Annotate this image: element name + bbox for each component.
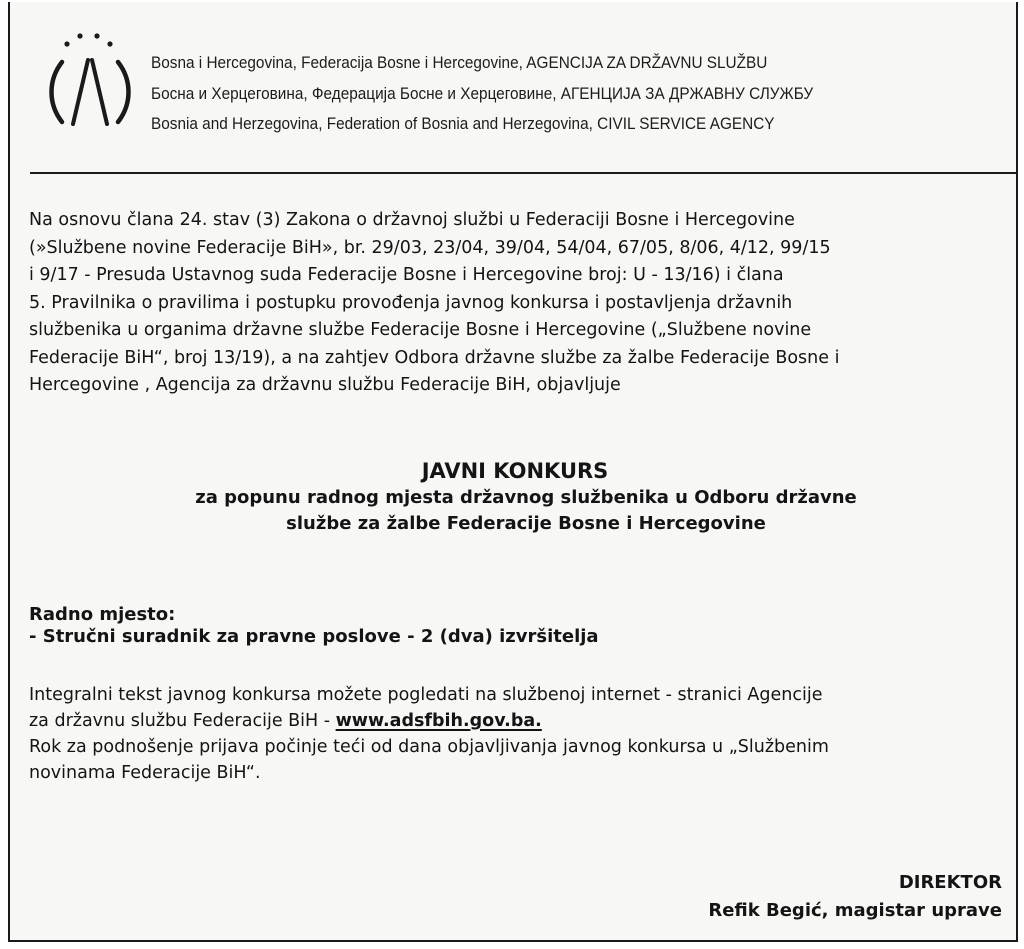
info-paragraph (29, 682, 1019, 786)
notice-subtitle: za popunu radnog mjesta državnog službenika u Odboru državne službe za žalbe Federacije Bosne i Hercegovine (195, 487, 857, 534)
header-line-english: Bosnia and Herzegovina, Federation of Bosnia and Herzegovina, CIVIL SERVICE AGENCY (151, 115, 775, 133)
position-item: - Stručni suradnik za pravne poslove - 2 (dva) izvršitelja (29, 626, 599, 647)
signature-name: Refik Begić, magistar uprave (708, 900, 1002, 921)
intro-paragraph: Na osnovu člana 24. stav (3) Zakona o državnoj službi u Federaciji Bosne i Hercegovine (»Službene novine Federacije BiH», br. 29/03, 23/04, 39/04, 54/04, 67/05, 8/06, 4/12, 99/15 i 9/17 - Presuda Ustavnog suda Federacije Bosne i Hercegovine broj: U - 13/16) i člana 5. Pravilnika o pravilima i postupku provođenja javnog konkursa i postavljenja državnih službenika u organima državne službe Federacije Bosne i Hercegovine („Službene novine Federacije BiH“, broj 13/19), a na zahtjev Odbora državne službe za žalbe Federacije Bosne i Hercegovine , Agencija za državnu službu Federacije BiH, objavljuje (29, 210, 840, 395)
info-line-2 (29, 708, 1019, 734)
info-line-2-prefix: za državnu službu Federacije BiH - (29, 711, 336, 731)
signature-block (708, 869, 1002, 925)
notice-title: JAVNI KONKURS (421, 459, 609, 483)
header-line-cyrillic: Босна и Херцеговина, Федерација Босне и Херцеговине, АГЕНЦИЈА ЗА ДРЖАВНУ СЛУЖБУ (151, 84, 814, 103)
header-divider (30, 172, 1016, 174)
info-line-1: Integralni tekst javnog konkursa možete pogledati na službenoj internet - stranici Agencije (29, 685, 823, 705)
agency-header (151, 48, 813, 140)
notice-frame (8, 2, 1018, 942)
agency-logo-icon (40, 32, 140, 137)
header-line-latin: Bosna i Hercegovina, Federacija Bosne i Hercegovine, AGENCIJA ZA DRŽAVNU SLUŽBU (151, 54, 768, 72)
info-line-3: Rok za podnošenje prijava počinje teći od dana objavljivanja javnog konkursa u „Službenim (29, 737, 829, 757)
signature-role: DIREKTOR (898, 872, 1002, 893)
position-heading: Radno mjesto: (29, 604, 176, 625)
info-line-4: novinama Federacije BiH“. (29, 763, 261, 783)
agency-website-link[interactable]: www.adsfbih.gov.ba. (335, 711, 542, 731)
